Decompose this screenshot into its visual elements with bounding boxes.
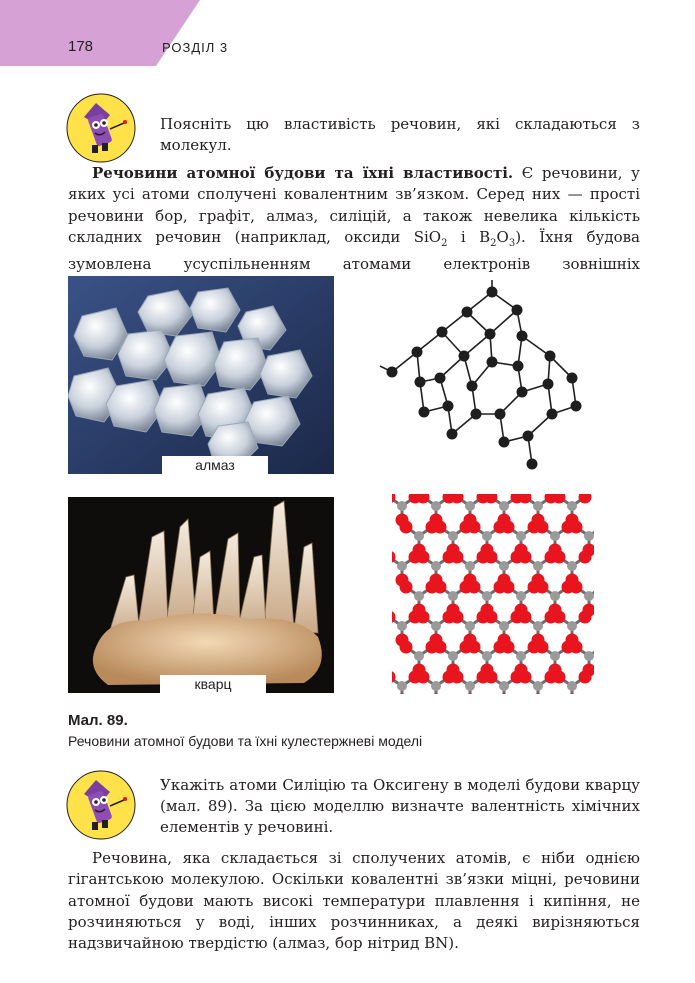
silicon-atom — [499, 681, 509, 691]
silicon-atom — [550, 651, 560, 661]
silicon-atom — [533, 681, 543, 691]
oxygen-atom — [468, 581, 481, 594]
oxygen-atom — [566, 694, 579, 695]
silicon-atom — [499, 561, 509, 571]
silicon-atom — [584, 591, 594, 601]
oxygen-atom — [468, 521, 481, 534]
silicon-atom — [465, 681, 475, 691]
figure-description: Речовини атомної будови та їхні кулестержневі моделі — [68, 733, 423, 749]
silicon-atom — [431, 681, 441, 691]
silicon-atom — [550, 531, 560, 541]
silicon-atom — [397, 561, 407, 571]
oxygen-atom — [553, 671, 566, 684]
silicon-atom — [397, 681, 407, 691]
oxygen-atom — [553, 611, 566, 624]
diamond-label: алмаз — [162, 456, 268, 474]
oxygen-atom — [570, 581, 583, 594]
oxygen-atom — [579, 551, 592, 564]
silicon-atom — [567, 621, 577, 631]
oxygen-atom — [579, 611, 592, 624]
page-number: 178 — [68, 38, 94, 55]
oxygen-atom — [502, 641, 515, 654]
silicon-atom — [584, 531, 594, 541]
quartz-crystal-photo — [68, 497, 334, 693]
oxygen-atom — [417, 671, 430, 684]
oxygen-atom — [434, 521, 447, 534]
silicon-atom — [465, 561, 475, 571]
quartz-label: кварц — [160, 675, 266, 693]
pencil-character-icon — [66, 93, 136, 163]
silicon-atom — [567, 501, 577, 511]
oxygen-atom — [485, 551, 498, 564]
oxygen-atom — [434, 641, 447, 654]
silicon-atom — [584, 651, 594, 661]
task-2-text: Укажіть атоми Силіцію та Оксигену в моделі будови кварцу (мал. 89). За цією моделлю визначте валентність хімічних елементів у речовині. — [160, 776, 640, 836]
oxygen-atom — [396, 694, 409, 695]
silicon-atom — [431, 561, 441, 571]
paragraph-atomic-substances: Речовини атомної будови та їхні властивості. Є речовини, у яких усі атоми сполучені ковалентним зв’язком. Серед них — прості речовини бор, графіт, алмаз, силіцій, а також невелика кількість складних речовин (наприклад, оксиди SiO$_2$ і $B_2O_3$). Їхня будова зумовлена усуспільненням атомами електронів зовнішніх — [68, 164, 641, 274]
diamond-crystals-photo — [68, 276, 334, 474]
oxygen-atom — [536, 641, 549, 654]
oxygen-atom — [417, 611, 430, 624]
oxygen-atom — [468, 641, 481, 654]
oxygen-atom — [417, 551, 430, 564]
silicon-atom — [499, 621, 509, 631]
silicon-atom — [499, 501, 509, 511]
silicon-atom — [448, 531, 458, 541]
silicon-atom — [482, 531, 492, 541]
oxygen-atom — [536, 581, 549, 594]
paragraph-giant-molecule: Речовина, яка складається зі сполучених атомів, є ніби однією гігантською молекулою. Оскільки ковалентні зв’язки міцні, речовини атомної будови мають високі температури плавлення і кипіння, не розчиняються у воді, інших розчинниках, а деякі вирізняються надзвичайною твердістю (алмаз, бор нітрид BN). — [68, 849, 640, 953]
silicon-atom — [414, 591, 424, 601]
oxygen-atom — [502, 521, 515, 534]
oxygen-atom — [400, 581, 413, 594]
silicon-atom — [431, 501, 441, 511]
oxygen-atom — [519, 551, 532, 564]
oxygen-atom — [519, 611, 532, 624]
oxygen-atom — [451, 611, 464, 624]
silicon-atom — [567, 681, 577, 691]
oxygen-atom — [570, 521, 583, 534]
oxygen-atom — [400, 521, 413, 534]
figure-number: Мал. 89. — [68, 712, 128, 729]
oxygen-atom — [430, 694, 443, 695]
oxygen-atom — [579, 494, 592, 504]
silicon-atom — [465, 501, 475, 511]
oxygen-atom — [464, 694, 477, 695]
oxygen-atom — [536, 521, 549, 534]
oxygen-atom — [519, 671, 532, 684]
oxygen-atom — [451, 671, 464, 684]
oxygen-atom — [579, 671, 592, 684]
oxygen-atom — [485, 671, 498, 684]
silicon-atom — [482, 591, 492, 601]
oxygen-atom — [400, 641, 413, 654]
silicon-atom — [448, 651, 458, 661]
silicon-atom — [397, 501, 407, 511]
silicon-atom — [550, 591, 560, 601]
silicon-atom — [516, 651, 526, 661]
section-title: РОЗДІЛ 3 — [162, 40, 229, 55]
pencil-character-icon — [66, 770, 136, 840]
silicon-atom — [397, 621, 407, 631]
silicon-atom — [414, 531, 424, 541]
oxygen-atom — [451, 551, 464, 564]
paragraph-heading: Речовини атомної будови та їхні властивості. — [92, 164, 514, 182]
oxygen-atom — [570, 641, 583, 654]
oxygen-atom — [553, 551, 566, 564]
diamond-ball-and-stick-model — [372, 274, 594, 474]
silicon-atom — [516, 591, 526, 601]
oxygen-atom — [498, 694, 511, 695]
silicon-atom — [448, 591, 458, 601]
oxygen-atom — [485, 611, 498, 624]
silicon-atom — [533, 561, 543, 571]
oxygen-atom — [532, 694, 545, 695]
silicon-atom — [465, 621, 475, 631]
task-1-text: Поясніть цю властивість речовин, які складаються з молекул. — [160, 115, 640, 154]
silicon-atom — [516, 531, 526, 541]
silicon-atom — [414, 651, 424, 661]
silicon-atom — [482, 651, 492, 661]
oxygen-atom — [434, 581, 447, 594]
silicon-atom — [533, 501, 543, 511]
silicon-atom — [567, 561, 577, 571]
oxygen-atom — [502, 581, 515, 594]
quartz-ball-and-stick-model — [392, 494, 594, 694]
silicon-atom — [533, 621, 543, 631]
page-header-tab — [0, 0, 200, 66]
silicon-atom — [431, 621, 441, 631]
